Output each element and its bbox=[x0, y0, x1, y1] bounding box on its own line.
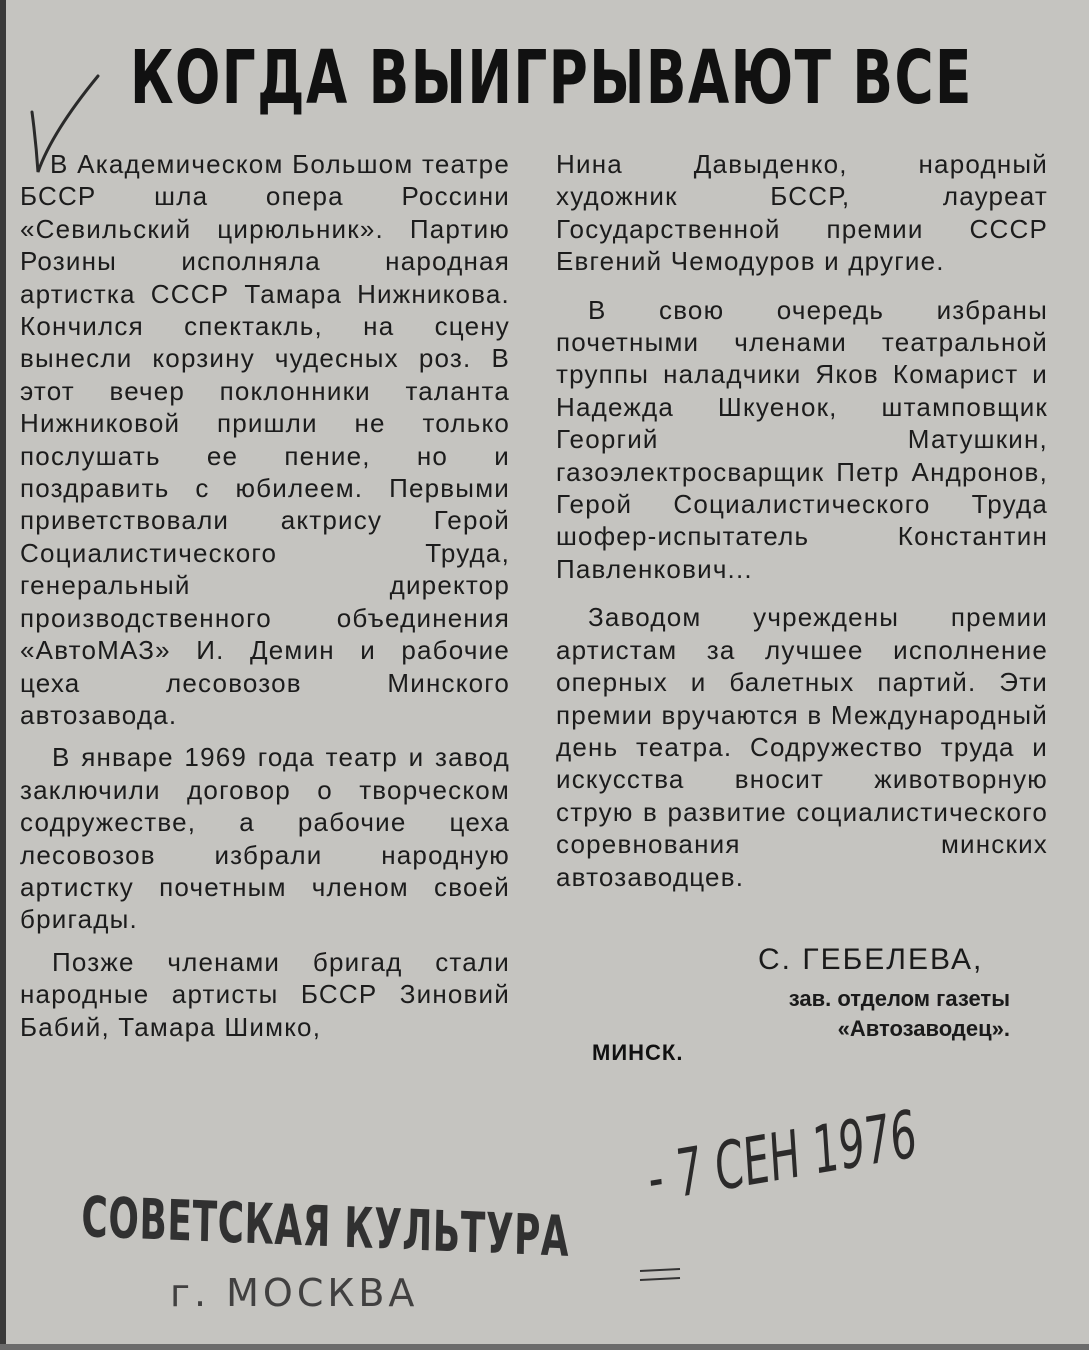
paragraph: В Академическом Большом театре БССР шла опера Россини «Севильский цирюльник». Партию Розины исполняла народная артистка СССР Тамара Нижникова. Кончился спектакль, на сцену вынесли корзину чудесных роз. В этот вечер поклонники таланта Нижниковой пришли не только послушать ее пение, но и поздравить с юбилеем. Первыми приветствовали актрису Герой Социалистического Труда, генеральный директор производственного объединения «АвтоМАЗ» И. Демин и рабочие цеха лесовозов Минского автозавода. bbox=[20, 149, 510, 730]
article-column-left bbox=[20, 148, 510, 1043]
paragraph: В свою очередь избраны почетными членами театральной труппы наладчики Яков Комарист и Надежда Шкуенок, штамповщик Георгий Матушкин, газоэлектросварщик Петр Андронов, Герой Социалистического Труда шофер-испытатель Константин Павленкович... bbox=[556, 294, 1048, 584]
stamp-newspaper-name: СОВЕТСКАЯ КУЛЬТУРА bbox=[80, 1185, 570, 1270]
author-title bbox=[700, 984, 1010, 1044]
author-name: С. ГЕБЕЛЕВА, bbox=[758, 943, 984, 976]
paragraph: Нина Давыденко, народный художник БССР, лауреат Государственной премии СССР Евгений Чемодуров и другие. bbox=[556, 149, 1048, 277]
stamp-equals-mark bbox=[638, 1268, 682, 1282]
paragraph: Позже членами бригад стали народные артисты БССР Зиновий Бабий, Тамара Шимко, bbox=[20, 946, 510, 1042]
dateline-city: МИНСК. bbox=[592, 1040, 684, 1065]
paragraph: В январе 1969 года театр и завод заключили договор о творческом содружестве, а рабочие цеха лесовозов избрали народную артистку почетным членом своей бригады. bbox=[20, 742, 510, 935]
scan-edge-left bbox=[0, 0, 6, 1350]
stamp-city: г. МОСКВА bbox=[170, 1271, 419, 1315]
paragraph: Заводом учреждены премии артистам за лучшее исполнение оперных и балетных партий. Эти премии вручаются в Международный день театра. Содружество труда и искусства вносит животворную струю в развитие социалистического соревнования минских автозаводцев. bbox=[556, 602, 1049, 892]
author-title-line: зав. отделом газеты bbox=[788, 986, 1010, 1011]
scan-edge-bottom bbox=[0, 1344, 1089, 1350]
author-title-line: «Автозаводец». bbox=[837, 1016, 1010, 1041]
article-headline: КОГДА ВЫИГРЫВАЮТ ВСЕ bbox=[130, 35, 973, 121]
stamp-date: - 7 СЕН 1976 bbox=[646, 1095, 919, 1218]
article-column-right bbox=[556, 148, 1048, 893]
